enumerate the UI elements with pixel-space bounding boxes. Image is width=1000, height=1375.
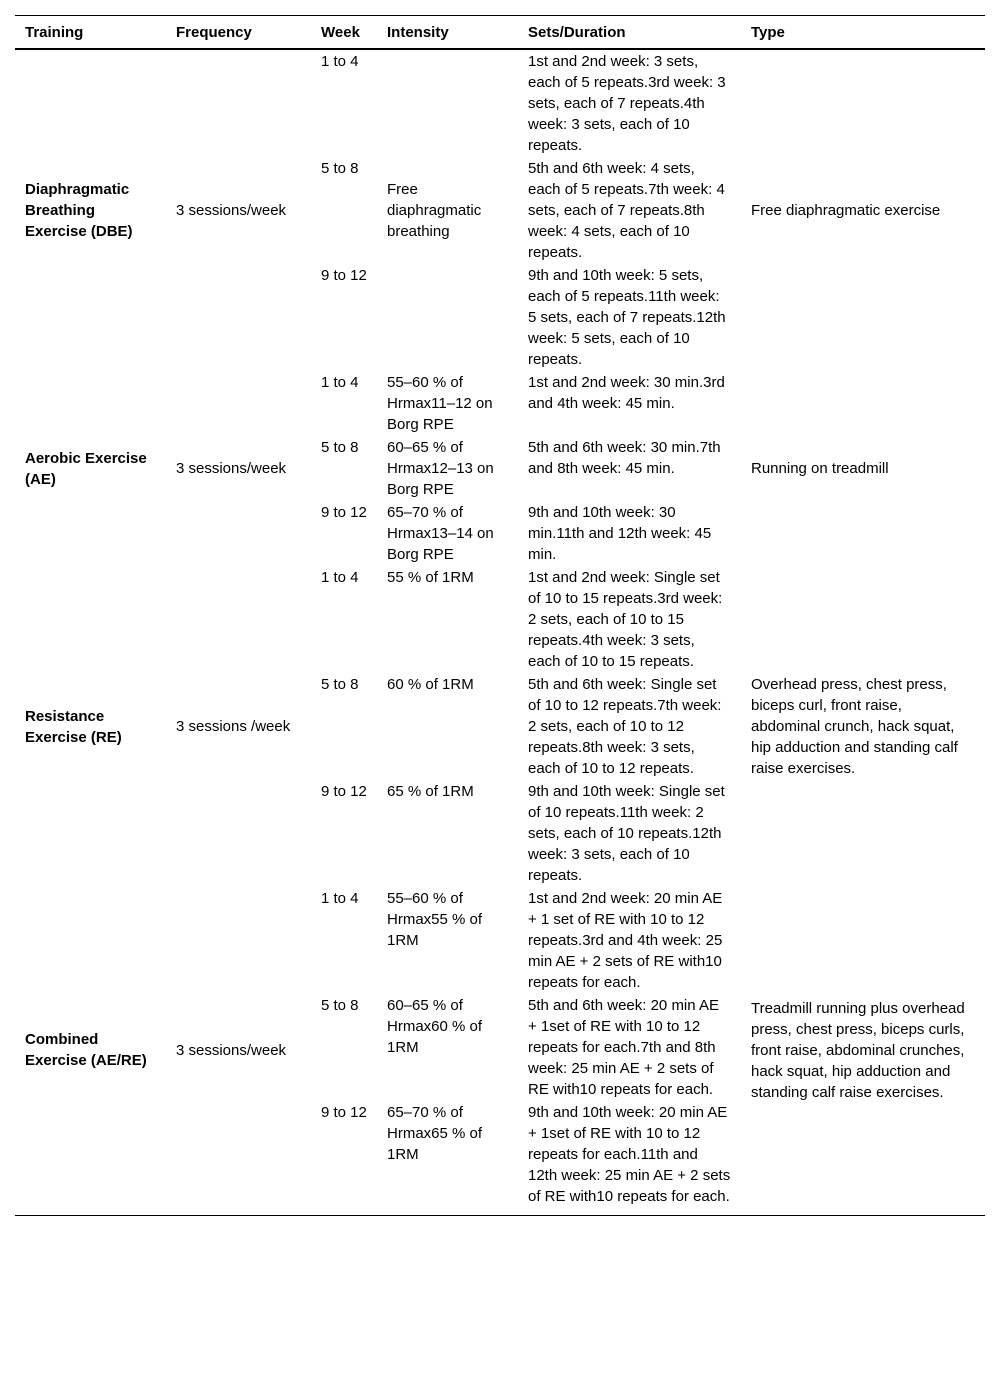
- week: 5 to 8: [321, 676, 359, 693]
- sets-duration: 1st and 2nd week: 3 sets, each of 5 repeats.3rd week: 3 sets, each of 7 repeats.4th week: 3 sets, each of 10 repeats.: [528, 53, 726, 154]
- intensity: 55–60 % of Hrmax55 % of 1RM: [387, 890, 483, 949]
- training-name: Resistance Exercise (RE): [25, 707, 122, 746]
- sets-duration: 5th and 6th week: 4 sets, each of 5 repeats.7th week: 4 sets, each of 7 repeats.8th week: 4 sets, each of 10 repeats.: [528, 160, 725, 261]
- header-week: Week: [311, 16, 377, 50]
- header-frequency: Frequency: [166, 16, 311, 50]
- table-row: [15, 49, 985, 157]
- sets-duration: 5th and 6th week: Single set of 10 to 12 repeats.7th week: 2 sets, each of 10 to 12 repeats.8th week: 3 sets, each of 10 to 12 repeats.: [528, 676, 722, 777]
- week: 9 to 12: [321, 504, 367, 521]
- week: 5 to 8: [321, 439, 359, 456]
- intensity: 60 % of 1RM: [387, 676, 474, 693]
- intensity: 65 % of 1RM: [387, 783, 474, 800]
- intensity: 55–60 % of Hrmax11–12 on Borg RPE: [387, 374, 493, 433]
- sets-duration: 9th and 10th week: 5 sets, each of 5 repeats.11th week: 5 sets, each of 7 repeats.12th week: 5 sets, each of 10 repeats.: [528, 267, 726, 368]
- week: 1 to 4: [321, 53, 359, 70]
- intensity: 55 % of 1RM: [387, 569, 474, 586]
- training-name: Combined Exercise (AE/RE): [25, 1031, 147, 1069]
- week: 9 to 12: [321, 783, 367, 800]
- intensity: 65–70 % of Hrmax13–14 on Borg RPE: [387, 504, 494, 563]
- frequency: 3 sessions/week: [176, 1041, 287, 1059]
- training-protocol-table: [15, 15, 985, 1213]
- header-intensity: Intensity: [377, 16, 518, 50]
- table-row: [15, 371, 985, 436]
- header-sets-duration: Sets/Duration: [518, 16, 741, 50]
- header-type: Type: [741, 16, 985, 50]
- table-bottom-rule: [15, 1215, 985, 1216]
- header-row: [15, 16, 985, 50]
- week: 5 to 8: [321, 997, 359, 1014]
- sets-duration: 9th and 10th week: 30 min.11th and 12th week: 45 min.: [528, 504, 712, 563]
- sets-duration: 1st and 2nd week: 20 min AE + 1 set of RE with 10 to 12 repeats.3rd and 4th week: 25 min AE + 2 sets of RE with10 repeats for each.: [528, 890, 723, 991]
- sets-duration: 5th and 6th week: 30 min.7th and 8th week: 45 min.: [528, 439, 721, 477]
- frequency: 3 sessions/week: [176, 460, 287, 477]
- week: 9 to 12: [321, 267, 367, 284]
- exercise-type: Running on treadmill: [751, 460, 889, 477]
- week: 5 to 8: [321, 160, 359, 177]
- intensity: 65–70 % of Hrmax65 % of 1RM: [387, 1104, 483, 1163]
- intensity: 60–65 % of Hrmax60 % of 1RM: [387, 997, 483, 1056]
- intensity: 60–65 % of Hrmax12–13 on Borg RPE: [387, 439, 494, 498]
- week: 9 to 12: [321, 1104, 367, 1121]
- sets-duration: 5th and 6th week: 20 min AE + 1set of RE with 10 to 12 repeats for each.7th and 8th week: 25 min AE + 2 sets of RE with10 repeats for each.: [528, 997, 719, 1098]
- sets-duration: 9th and 10th week: Single set of 10 repeats.11th week: 2 sets, each of 10 repeats.12th week: 3 sets, each of 10 repeats.: [528, 783, 725, 884]
- training-name: Diaphragmatic Breathing Exercise (DBE): [25, 181, 133, 240]
- table-row: [15, 887, 985, 994]
- table-row: [15, 566, 985, 673]
- sets-duration: 9th and 10th week: 20 min AE + 1set of RE with 10 to 12 repeats for each.11th and 12th week: 25 min AE + 2 sets of RE with10 repeats for each.: [528, 1104, 731, 1205]
- week: 1 to 4: [321, 569, 359, 586]
- frequency: 3 sessions/week: [176, 202, 287, 219]
- training-name: Aerobic Exercise (AE): [25, 449, 147, 488]
- week: 1 to 4: [321, 890, 359, 907]
- exercise-type: Treadmill running plus overhead press, chest press, biceps curls, front raise, abdominal crunches, hack squat, hip adduction and standing calf raise exercises.: [751, 999, 965, 1101]
- sets-duration: 1st and 2nd week: Single set of 10 to 15 repeats.3rd week: 2 sets, each of 10 to 15 repeats.4th week: 3 sets, each of 10 to 15 repeats.: [528, 569, 723, 670]
- intensity: Free diaphragmatic breathing: [387, 181, 482, 240]
- sets-duration: 1st and 2nd week: 30 min.3rd and 4th week: 45 min.: [528, 374, 725, 412]
- header-training: Training: [15, 16, 166, 50]
- frequency: 3 sessions /week: [176, 718, 291, 735]
- exercise-type: Free diaphragmatic exercise: [751, 202, 941, 219]
- exercise-type: Overhead press, chest press, biceps curl, front raise, abdominal crunch, hack squat, hip adduction and standing calf raise exercises.: [751, 676, 958, 777]
- week: 1 to 4: [321, 374, 359, 391]
